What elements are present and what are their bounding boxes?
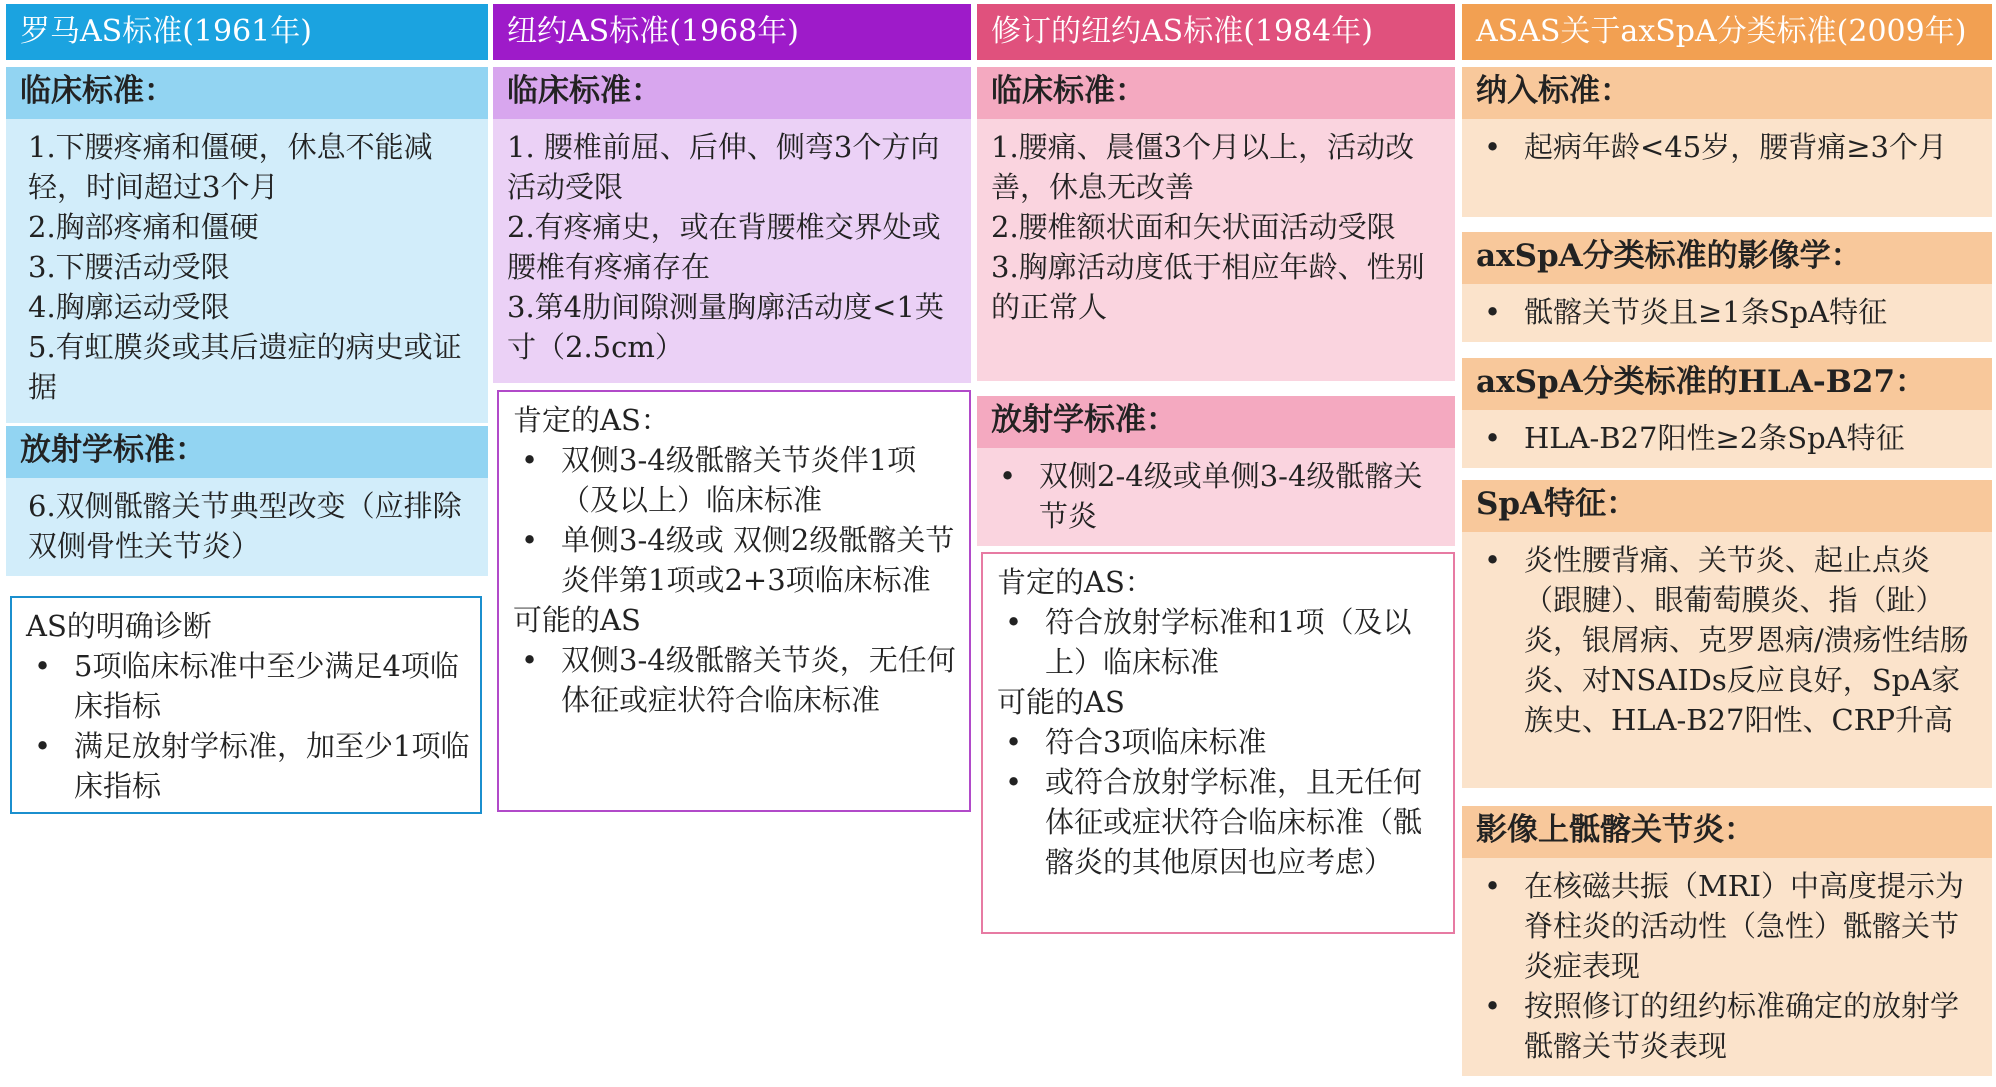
criterion-line: 2.腰椎额状面和矢状面活动受限 xyxy=(991,210,1396,244)
criterion-line: 3.第4肋间隙测量胸廓活动度<1英寸（2.5cm） xyxy=(507,290,944,364)
section-body xyxy=(6,478,488,576)
radiology-criteria-section xyxy=(6,426,488,576)
section-body xyxy=(1462,119,1992,217)
criterion-line: 6.双侧骶髂关节典型改变（应排除双侧骨性关节炎） xyxy=(28,489,462,563)
diagnosis-bullet: • 双侧3-4级骶髂关节炎伴1项（及以上）临床标准 xyxy=(513,440,959,520)
diagnosis-box xyxy=(10,596,482,814)
clinical-criteria-section xyxy=(493,67,971,383)
diagnosis-heading: 肯定的AS： xyxy=(997,565,1154,599)
section-title: 放射学标准： xyxy=(6,426,488,478)
diagnosis-box xyxy=(981,552,1455,934)
criterion-line: 1. 腰椎前屈、后伸、侧弯3个方向活动受限 xyxy=(507,130,940,204)
criterion-line: 2.胸部疼痛和僵硬 xyxy=(28,210,259,244)
diagnosis-heading: 可能的AS xyxy=(997,685,1125,719)
imaging-arm-section xyxy=(1462,232,1992,342)
criterion-line: 4.胸廓运动受限 xyxy=(28,290,230,324)
diagnosis-bullet: • 满足放射学标准，加至少1项临床指标 xyxy=(26,726,470,806)
diagnosis-heading: 肯定的AS： xyxy=(513,403,670,437)
criterion-bullet: • 炎性腰背痛、关节炎、起止点炎（跟腱）、眼葡萄膜炎、指（趾）炎，银屑病、克罗恩病/溃疡性结肠炎、对NSAIDs反应良好，SpA家族史、HLA-B27阳性、CRP升高 xyxy=(1476,540,1982,740)
diagnosis-bullet: • 符合放射学标准和1项（及以上）临床标准 xyxy=(997,602,1443,682)
diagnosis-bullet: • 5项临床标准中至少满足4项临床指标 xyxy=(26,646,470,726)
diagnosis-bullet: • 单侧3-4级或 双侧2级骶髂关节炎伴第1项或2+3项临床标准 xyxy=(513,520,959,600)
section-title: 纳入标准： xyxy=(1462,67,1992,119)
column-header: 修订的纽约AS标准(1984年) xyxy=(977,4,1455,60)
section-body xyxy=(6,119,488,423)
diagnosis-heading: 可能的AS xyxy=(513,603,641,637)
diagnosis-heading: AS的明确诊断 xyxy=(26,609,212,643)
section-title: 影像上骶髂关节炎： xyxy=(1462,806,1992,858)
diagnosis-box xyxy=(497,390,971,812)
radiology-criteria-section xyxy=(977,396,1455,546)
section-body xyxy=(977,448,1455,546)
diagnosis-bullet: • 或符合放射学标准，且无任何体征或症状符合临床标准（骶髂炎的其他原因也应考虑） xyxy=(997,762,1443,882)
section-body xyxy=(1462,532,1992,788)
criterion-line: 1.腰痛、晨僵3个月以上，活动改善，休息无改善 xyxy=(991,130,1415,204)
criterion-bullet: • 双侧2-4级或单侧3-4级骶髂关节炎 xyxy=(991,456,1445,536)
criterion-bullet: • 起病年龄<45岁，腰背痛≥3个月 xyxy=(1476,127,1982,167)
criterion-line: 2.有疼痛史，或在背腰椎交界处或腰椎有疼痛存在 xyxy=(507,210,941,284)
column-header: 罗马AS标准(1961年) xyxy=(6,4,488,60)
section-title: 临床标准： xyxy=(977,67,1455,119)
criterion-line: 3.胸廓活动度低于相应年龄、性别的正常人 xyxy=(991,250,1425,324)
criterion-line: 3.下腰活动受限 xyxy=(28,250,230,284)
criterion-bullet: • 在核磁共振（MRI）中高度提示为脊柱炎的活动性（急性）骶髂关节炎症表现 xyxy=(1476,866,1982,986)
section-body xyxy=(493,119,971,383)
inclusion-criteria-section xyxy=(1462,67,1992,217)
section-body xyxy=(977,119,1455,381)
criterion-bullet: • 按照修订的纽约标准确定的放射学骶髂关节炎表现 xyxy=(1476,986,1982,1066)
column-header: ASAS关于axSpA分类标准(2009年) xyxy=(1462,4,1992,60)
sacroiliitis-imaging-section xyxy=(1462,806,1992,1076)
clinical-criteria-section xyxy=(6,67,488,423)
criterion-bullet: • HLA-B27阳性≥2条SpA特征 xyxy=(1476,418,1982,458)
section-body xyxy=(1462,858,1992,1076)
hla-b27-arm-section xyxy=(1462,358,1992,468)
spa-features-section xyxy=(1462,480,1992,788)
criterion-line: 1.下腰疼痛和僵硬，休息不能减轻，时间超过3个月 xyxy=(28,130,433,204)
section-body xyxy=(1462,284,1992,342)
section-title: SpA特征： xyxy=(1462,480,1992,532)
clinical-criteria-section xyxy=(977,67,1455,381)
criterion-line: 5.有虹膜炎或其后遗症的病史或证据 xyxy=(28,330,462,404)
column-header: 纽约AS标准(1968年) xyxy=(493,4,971,60)
diagnosis-bullet: • 双侧3-4级骶髂关节炎，无任何体征或症状符合临床标准 xyxy=(513,640,959,720)
section-title: axSpA分类标准的影像学： xyxy=(1462,232,1992,284)
criterion-bullet: • 骶髂关节炎且≥1条SpA特征 xyxy=(1476,292,1982,332)
section-title: axSpA分类标准的HLA-B27： xyxy=(1462,358,1992,410)
diagnosis-bullet: • 符合3项临床标准 xyxy=(997,722,1443,762)
section-title: 临床标准： xyxy=(6,67,488,119)
section-title: 放射学标准： xyxy=(977,396,1455,448)
section-title: 临床标准： xyxy=(493,67,971,119)
section-body xyxy=(1462,410,1992,468)
